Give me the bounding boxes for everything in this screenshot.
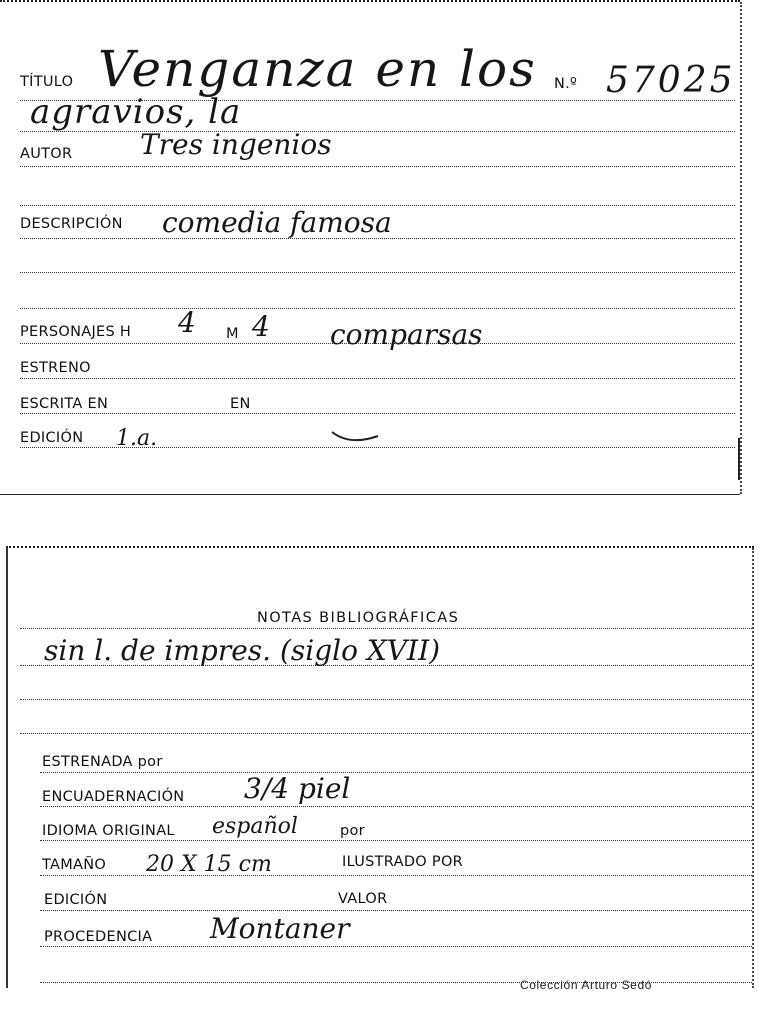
personajes-m-handwritten: 4: [252, 310, 270, 343]
rule-blank-5: [20, 733, 752, 734]
collection-credit: Colección Arturo Sedó: [520, 978, 653, 992]
en-label: EN: [230, 396, 251, 412]
personajes-m-label: M: [226, 326, 239, 342]
tamano-label: TAMAÑO: [42, 857, 107, 873]
rule-blank-4: [20, 699, 752, 700]
notas-handwritten: sin l. de impres. (siglo XVII): [44, 634, 441, 667]
procedencia-label: PROCEDENCIA: [44, 929, 153, 945]
descripcion-handwritten: comedia famosa: [162, 206, 392, 239]
card-edge-left: [6, 548, 22, 988]
tamano-handwritten: 20 X 15 cm: [146, 852, 272, 877]
encuadernacion-handwritten: 3/4 piel: [244, 772, 351, 805]
estreno-label: ESTRENO: [20, 360, 91, 376]
rule-edicion-valor: [40, 910, 752, 911]
rule-procedencia: [40, 946, 752, 947]
personajes-label: PERSONAJES H: [20, 324, 132, 340]
edicion-handwritten: 1.a.: [116, 426, 158, 451]
valor-label: VALOR: [338, 891, 388, 907]
rule-notas: [20, 628, 752, 629]
notas-label: NOTAS BIBLIOGRÁFICAS: [257, 610, 460, 626]
comparsas-handwritten: comparsas: [330, 318, 483, 351]
rule-escrita: [20, 413, 735, 414]
titulo-handwritten-1: Venganza en los: [98, 40, 537, 98]
procedencia-handwritten: Montaner: [210, 912, 350, 945]
autor-handwritten: Tres ingenios: [140, 128, 332, 161]
descripcion-label: DESCRIPCIÓN: [20, 216, 123, 232]
rule-autor: [20, 166, 735, 167]
escrita-label: ESCRITA EN: [20, 396, 109, 412]
pen-stroke-mark: [330, 424, 382, 446]
edicion-bottom-label: EDICIÓN: [44, 892, 108, 908]
rule-encuadernacion: [40, 806, 752, 807]
rule-blank-3: [20, 308, 735, 309]
idioma-handwritten: español: [212, 814, 298, 839]
personajes-h-handwritten: 4: [178, 306, 196, 339]
titulo-handwritten-2: agravios, la: [30, 92, 242, 132]
pen-vertical-mark: [736, 436, 742, 482]
rule-blank-2: [20, 272, 735, 273]
idioma-label: IDIOMA ORIGINAL: [42, 823, 175, 839]
numero-handwritten: 57025: [606, 60, 736, 101]
autor-label: AUTOR: [20, 146, 73, 162]
rule-estreno: [20, 378, 735, 379]
rule-idioma: [40, 840, 752, 841]
numero-label: N.º: [554, 76, 578, 92]
estrenada-label: ESTRENADA por: [42, 754, 163, 770]
encuadernacion-label: ENCUADERNACIÓN: [42, 789, 185, 805]
ilustrado-label: ILUSTRADO POR: [342, 854, 464, 870]
idioma-por-label: por: [340, 823, 365, 839]
edicion-label: EDICIÓN: [20, 430, 84, 446]
rule-estrenada: [40, 772, 752, 773]
card-edge-right: [742, 548, 754, 988]
titulo-label: TÍTULO: [20, 74, 74, 90]
